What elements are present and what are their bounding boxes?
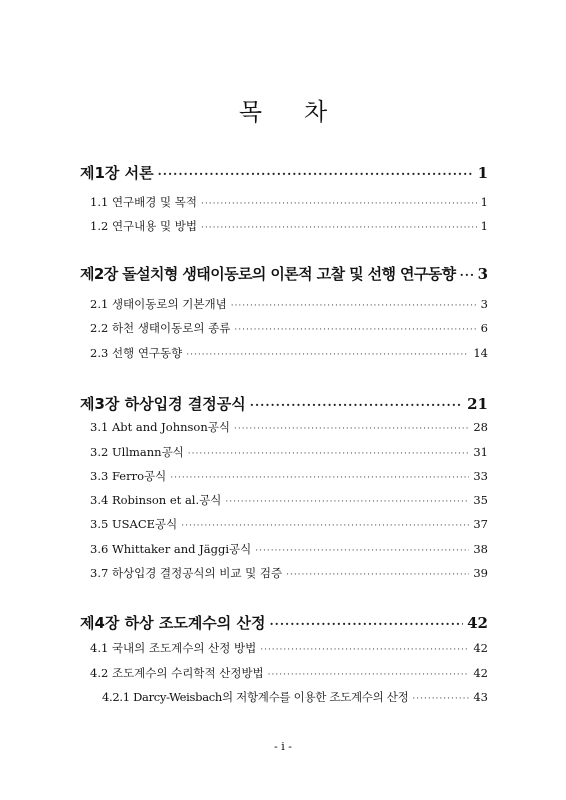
toc-page-number: 42 [467, 614, 488, 632]
toc-section-label: 3.2 Ullmann공식 [90, 445, 184, 459]
leader-dots [255, 546, 469, 556]
toc-page-number: 1 [480, 219, 488, 233]
toc-section-label: 4.2.1 Darcy-Weisbach의 저항계수를 이용한 조도계수의 산정 [102, 690, 409, 704]
toc-section-3-2[interactable] [90, 444, 488, 460]
page-title [0, 92, 566, 127]
toc-page-number: 14 [473, 346, 488, 360]
title-char-2: 차 [304, 98, 328, 126]
toc-page-number: 42 [473, 666, 488, 680]
toc-section-3-3[interactable] [90, 468, 488, 484]
toc-section-label: 4.1 국내의 조도계수의 산정 방법 [90, 641, 257, 655]
toc-page-number: 31 [473, 445, 488, 459]
toc-section-3-7[interactable] [90, 565, 488, 581]
toc-section-label: 3.5 USACE공식 [90, 517, 178, 531]
toc-page-number: 35 [473, 493, 488, 507]
toc-section-label: 2.2 하천 생태이동로의 종류 [90, 321, 231, 335]
toc-chapter-label: 제3장 하상입경 결정공식 [80, 395, 246, 413]
toc-chapter-label: 제2장 돌설치형 생태이동로의 이론적 고찰 및 선행 연구동향 [80, 265, 456, 283]
toc-page-number: 28 [473, 420, 488, 434]
leader-dots [250, 398, 463, 412]
leader-dots [412, 694, 469, 704]
toc-chapter-1[interactable] [80, 162, 488, 183]
toc-section-label: 2.3 선행 연구동향 [90, 346, 183, 360]
page-footer: - i - [274, 740, 292, 753]
toc-section-label: 3.4 Robinson et al.공식 [90, 493, 222, 507]
toc-section-label: 1.2 연구내용 및 방법 [90, 219, 198, 233]
toc-section-2-1[interactable] [90, 296, 488, 312]
leader-dots [231, 301, 477, 311]
toc-section-4-1[interactable] [90, 640, 488, 656]
toc-chapter-label: 제4장 하상 조도계수의 산정 [80, 614, 266, 632]
toc-page-number: 37 [473, 517, 488, 531]
toc-section-3-5[interactable] [90, 516, 488, 532]
leader-dots [158, 167, 474, 181]
toc-section-label: 3.1 Abt and Johnson공식 [90, 420, 230, 434]
toc-section-4-2[interactable] [90, 665, 488, 681]
leader-dots [201, 199, 477, 209]
toc-section-1-1[interactable] [90, 194, 488, 210]
toc-page-number: 1 [480, 195, 488, 209]
toc-chapter-4[interactable] [80, 612, 488, 633]
toc-page-number: 39 [473, 566, 488, 580]
toc-section-3-4[interactable] [90, 492, 488, 508]
toc-page-number: 6 [480, 321, 488, 335]
leader-dots [234, 424, 469, 434]
leader-dots [268, 670, 470, 680]
toc-section-label: 1.1 연구배경 및 목적 [90, 195, 198, 209]
leader-dots [286, 570, 469, 580]
toc-section-2-2[interactable] [90, 320, 488, 336]
leader-dots [170, 473, 469, 483]
toc-chapter-label: 제1장 서론 [80, 164, 154, 182]
toc-page-number: 3 [477, 265, 488, 283]
toc-section-3-6[interactable] [90, 541, 488, 557]
toc-section-label: 4.2 조도계수의 수리학적 산정방법 [90, 666, 264, 680]
title-char-1: 목 [238, 98, 262, 126]
toc-page-number: 21 [467, 395, 488, 413]
toc-page-number: 3 [480, 297, 488, 311]
leader-dots [186, 350, 469, 360]
toc-subsection-4-2-1[interactable] [102, 689, 488, 705]
toc-section-label: 3.7 하상입경 결정공식의 비교 및 검증 [90, 566, 283, 580]
leader-dots [188, 449, 470, 459]
toc-page-number: 33 [473, 469, 488, 483]
leader-dots [460, 268, 474, 282]
toc-section-1-2[interactable] [90, 218, 488, 234]
toc-chapter-3[interactable] [80, 393, 488, 414]
leader-dots [225, 497, 469, 507]
toc-page-number: 43 [473, 690, 488, 704]
leader-dots [234, 325, 476, 335]
leader-dots [260, 645, 469, 655]
toc-section-label: 3.3 Ferro공식 [90, 469, 167, 483]
leader-dots [270, 617, 464, 631]
toc-section-3-1[interactable] [90, 419, 488, 435]
toc-section-label: 3.6 Whittaker and Jäggi공식 [90, 542, 252, 556]
leader-dots [181, 521, 469, 531]
toc-section-2-3[interactable] [90, 345, 488, 361]
toc-section-label: 2.1 생태이동로의 기본개념 [90, 297, 227, 311]
leader-dots [201, 223, 477, 233]
toc-chapter-2[interactable] [80, 263, 488, 284]
toc-page-number: 42 [473, 641, 488, 655]
toc-page-number: 1 [477, 164, 488, 182]
toc-page-number: 38 [473, 542, 488, 556]
